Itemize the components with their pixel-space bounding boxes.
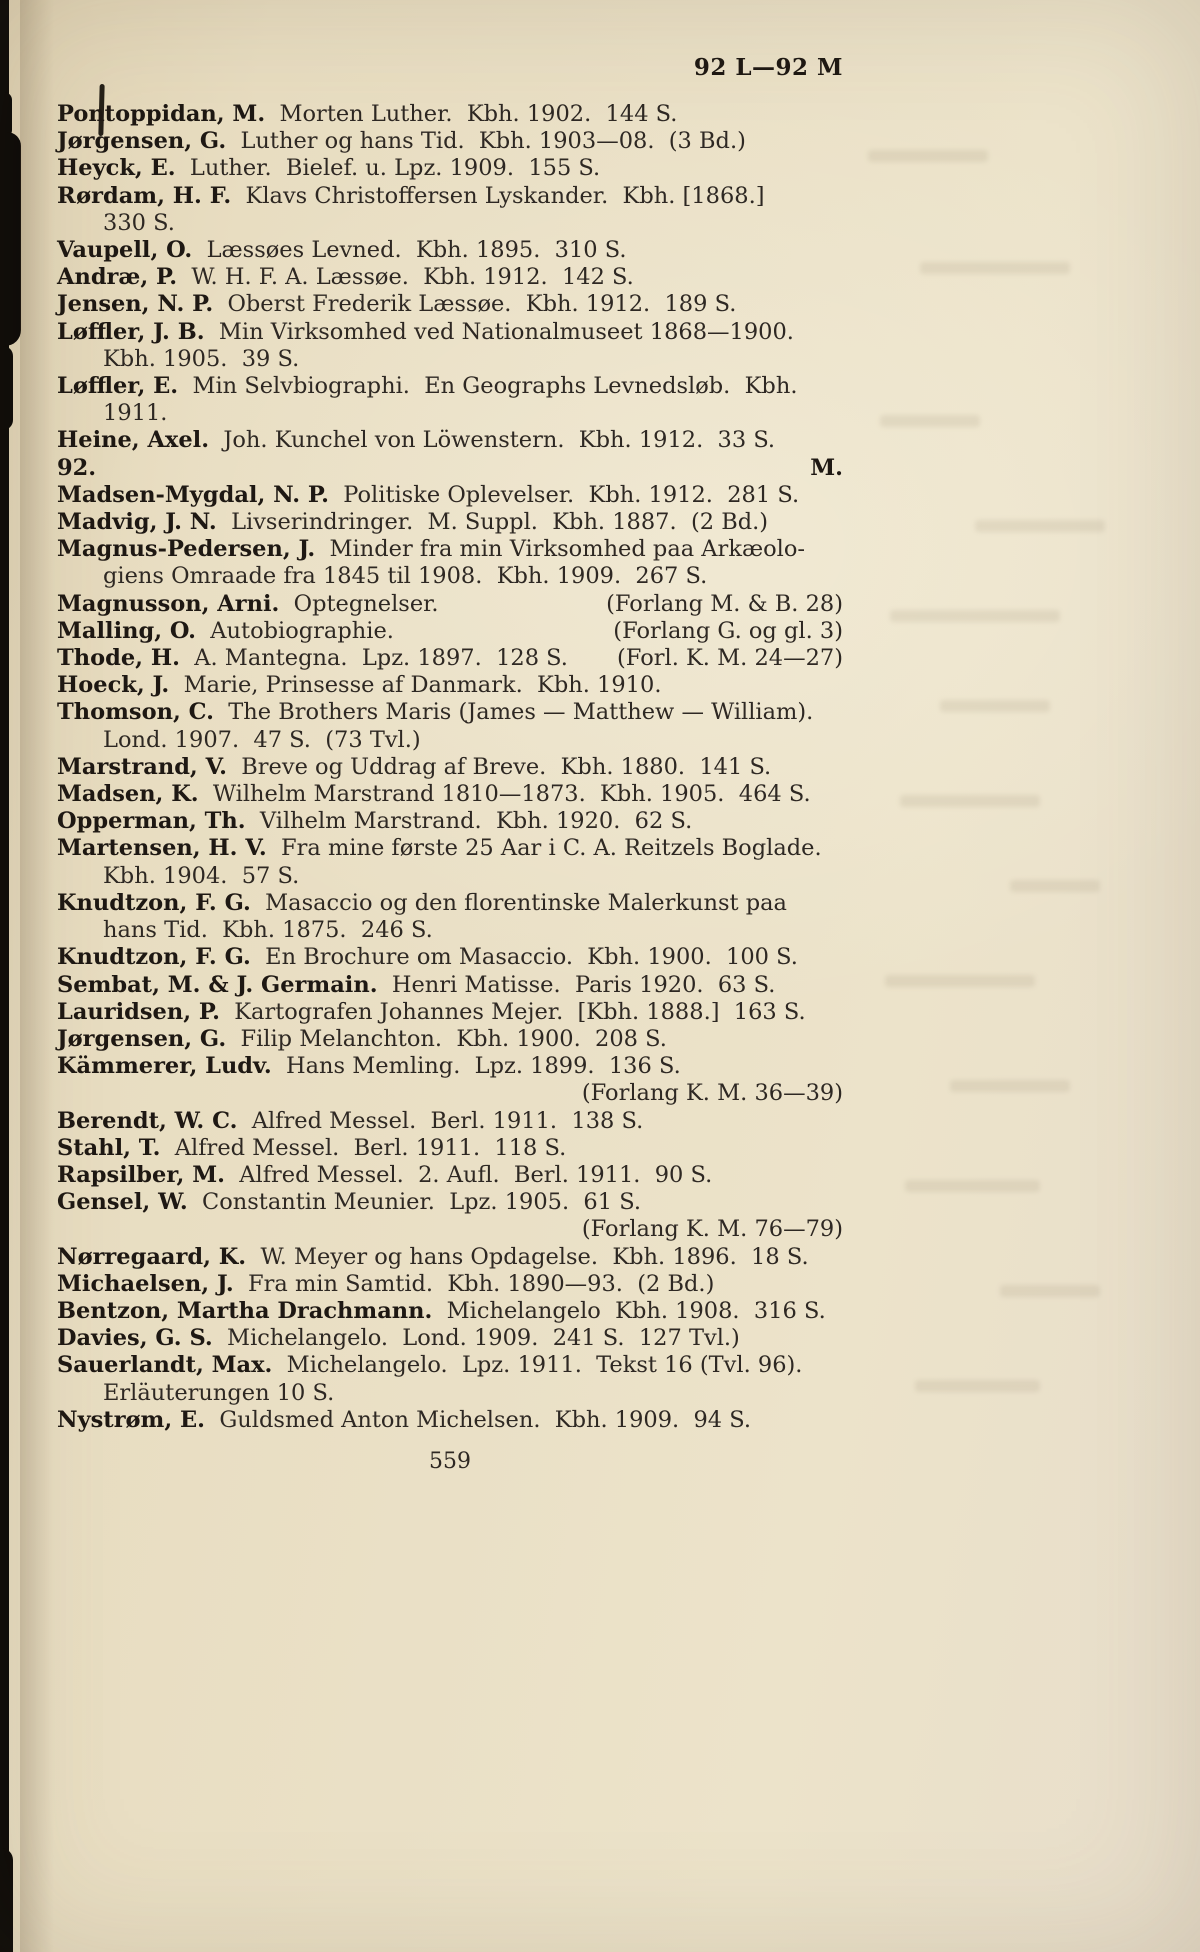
bib-line — [57, 808, 843, 835]
bib-line — [57, 183, 843, 210]
entry-author: Madsen-Mygdal, N. P. — [57, 481, 329, 508]
bib-line-left — [57, 1135, 566, 1162]
bib-line — [57, 373, 843, 400]
bib-line — [57, 835, 843, 862]
entry-text: Guldsmed Anton Michelsen. Kbh. 1909. 94 S. — [205, 1406, 752, 1433]
entry-text: W. H. F. A. Læssøe. Kbh. 1912. 142 S. — [177, 264, 634, 291]
entry-text: Erläuterungen 10 S. — [103, 1379, 335, 1406]
bib-line — [57, 1135, 843, 1162]
bib-line-left — [57, 1271, 714, 1298]
entry-text: giens Omraade fra 1845 til 1908. Kbh. 1909. 267 S. — [103, 563, 708, 590]
bib-line — [57, 944, 843, 971]
bib-line-left — [103, 563, 707, 590]
entry-text: En Brochure om Masaccio. Kbh. 1900. 100 S. — [250, 944, 798, 971]
bib-line-left — [103, 400, 167, 427]
entry-author: Magnus-Pedersen, J. — [57, 536, 316, 563]
entry-text: Constantin Meunier. Lpz. 1905. 61 S. — [187, 1189, 641, 1216]
bib-line-left — [57, 890, 787, 917]
bib-line-left — [57, 781, 811, 808]
bib-line — [57, 699, 843, 726]
entry-author: Madvig, J. N. — [57, 509, 217, 536]
entry-author: Løffler, E. — [57, 373, 179, 400]
bleedthrough-smudge — [885, 975, 1035, 987]
bib-line — [57, 1352, 843, 1379]
bib-line — [57, 1325, 843, 1352]
entry-text: Alfred Messel. Berl. 1911. 138 S. — [237, 1107, 644, 1134]
entry-author: Magnusson, Arni. — [57, 590, 280, 617]
bleedthrough-smudge — [1000, 1285, 1100, 1297]
bib-line — [57, 1189, 843, 1216]
entry-text: Minder fra min Virksomhed paa Arkæolo- — [315, 536, 805, 563]
bib-line — [57, 754, 843, 781]
entry-author: Rapsilber, M. — [57, 1161, 225, 1188]
bib-line-left — [57, 101, 677, 128]
bib-line-left — [103, 1380, 334, 1407]
entry-text: Joh. Kunchel von Löwenstern. Kbh. 1912. 33 S. — [209, 427, 776, 454]
entry-text: Min Selvbiographi. En Geographs Levnedsløb. Kbh. — [178, 373, 798, 400]
bib-line — [57, 1380, 843, 1407]
entry-text: 1911. — [103, 400, 168, 427]
bib-line — [57, 346, 843, 373]
bib-line-left — [57, 155, 600, 182]
entry-text: hans Tid. Kbh. 1875. 246 S. — [103, 917, 433, 944]
bib-line — [57, 1407, 843, 1434]
entry-text: Oberst Frederik Læssøe. Kbh. 1912. 189 S. — [213, 291, 737, 318]
entry-author: Opperman, Th. — [57, 808, 246, 835]
bib-line — [57, 591, 843, 618]
entry-text: Luther og hans Tid. Kbh. 1903—08. (3 Bd.) — [226, 128, 746, 155]
entry-text: Læssøes Levned. Kbh. 1895. 310 S. — [192, 237, 627, 264]
bleedthrough-smudge — [880, 415, 980, 427]
entry-text: Henri Matisse. Paris 1920. 63 S. — [377, 971, 776, 998]
bib-line — [57, 264, 843, 291]
bib-line-left — [57, 1053, 681, 1080]
entry-text: Hans Memling. Lpz. 1899. 136 S. — [271, 1053, 681, 1080]
entry-ref: M. — [810, 454, 843, 481]
bib-line — [57, 618, 843, 645]
entry-ref: (Forl. K. M. 24—27) — [617, 645, 843, 672]
entry-author: Hoeck, J. — [57, 672, 170, 699]
bib-line-left — [103, 863, 299, 890]
entry-author: Knudtzon, F. G. — [57, 944, 251, 971]
entry-text: Michelangelo. Lpz. 1911. Tekst 16 (Tvl. 96). — [272, 1352, 803, 1379]
entry-author: Gensel, W. — [57, 1189, 188, 1216]
bleedthrough-smudge — [868, 150, 988, 162]
bib-line — [57, 482, 843, 509]
bib-line-left — [57, 1162, 712, 1189]
entry-text: Kbh. 1904. 57 S. — [103, 862, 300, 889]
entry-author: Andræ, P. — [57, 264, 178, 291]
scan-edge-blob — [0, 346, 13, 430]
bib-line — [57, 999, 843, 1026]
bib-line — [57, 319, 843, 346]
bleedthrough-smudge — [950, 1080, 1070, 1092]
entry-author: Heine, Axel. — [57, 427, 210, 454]
entry-ref: (Forlang G. og gl. 3) — [613, 617, 843, 644]
bib-line-left — [57, 835, 822, 862]
entry-text: Fra min Samtid. Kbh. 1890—93. (2 Bd.) — [233, 1270, 715, 1297]
entry-author: Løffler, J. B. — [57, 318, 205, 345]
entry-author: Malling, O. — [57, 617, 196, 644]
entry-author: Berendt, W. C. — [57, 1107, 238, 1134]
bib-line-left — [57, 183, 765, 210]
bib-line-left — [57, 128, 746, 155]
bib-line-left — [57, 645, 568, 672]
entry-text: Fra mine første 25 Aar i C. A. Reitzels Boglade. — [266, 835, 822, 862]
text-block — [57, 54, 843, 1475]
entry-author: Nystrøm, E. — [57, 1406, 206, 1433]
page-crease-shadow — [20, 0, 54, 1952]
bib-line-left — [57, 291, 736, 318]
bib-line-left — [57, 1108, 643, 1135]
bib-line-left — [57, 1325, 740, 1352]
entry-text: Kbh. 1905. 39 S. — [103, 345, 300, 372]
bleedthrough-smudge — [900, 795, 1040, 807]
entry-ref: (Forlang M. & B. 28) — [606, 590, 843, 617]
bleedthrough-smudge — [975, 520, 1105, 532]
entry-author: Thomson, C. — [57, 699, 214, 726]
entry-author: Bentzon, Martha Drachmann. — [57, 1297, 433, 1324]
running-header — [57, 54, 843, 81]
entry-author: Lauridsen, P. — [57, 998, 220, 1025]
bib-line-left — [57, 1298, 826, 1325]
bib-line-left — [103, 917, 433, 944]
bib-line-left — [57, 591, 439, 618]
entry-text: Optegnelser. — [279, 590, 439, 617]
entry-text: Masaccio og den florentinske Malerkunst paa — [250, 889, 787, 916]
entry-text: Kartografen Johannes Mejer. [Kbh. 1888.] 163 S. — [219, 998, 806, 1025]
entry-text: Alfred Messel. 2. Aufl. Berl. 1911. 90 S. — [224, 1161, 713, 1188]
bib-line — [57, 427, 843, 454]
bib-line-left — [57, 319, 794, 346]
bib-line — [57, 536, 843, 563]
bib-line-left — [103, 210, 175, 237]
entry-author: Davies, G. S. — [57, 1325, 213, 1352]
bib-line — [57, 917, 843, 944]
entry-text: Luther. Bielef. u. Lpz. 1909. 155 S. — [175, 155, 601, 182]
entry-author: Heyck, E. — [57, 155, 176, 182]
bleedthrough-smudge — [890, 610, 1060, 622]
bib-line — [57, 890, 843, 917]
bib-line — [57, 727, 843, 754]
entry-ref: (Forlang K. M. 76—79) — [581, 1216, 843, 1243]
bib-line-left — [103, 346, 299, 373]
entry-text: 330 S. — [103, 209, 175, 236]
entry-author: Jensen, N. P. — [57, 291, 214, 318]
bib-line-left — [57, 618, 394, 645]
entry-text: Wilhelm Marstrand 1810—1873. Kbh. 1905. 464 S. — [198, 781, 811, 808]
entry-text: Lond. 1907. 47 S. (73 Tvl.) — [103, 726, 421, 753]
bib-line-left — [57, 373, 797, 400]
bib-line-left — [57, 972, 775, 999]
bib-line-left — [57, 536, 805, 563]
entry-text: W. Meyer og hans Opdagelse. Kbh. 1896. 18 S. — [246, 1243, 809, 1270]
bib-line — [57, 155, 843, 182]
entry-text: Politiske Oplevelser. Kbh. 1912. 281 S. — [328, 481, 800, 508]
scan-edge-blob — [0, 1848, 13, 1952]
entry-text: Michelangelo Kbh. 1908. 316 S. — [432, 1297, 826, 1324]
entry-text: Klavs Christoffersen Lyskander. Kbh. [1868.] — [231, 182, 765, 209]
bib-line — [57, 1298, 843, 1325]
entry-author: Stahl, T. — [57, 1134, 161, 1161]
bib-line-left — [57, 999, 806, 1026]
bleedthrough-smudge — [1010, 880, 1100, 892]
bib-line — [57, 672, 843, 699]
bib-line-left — [57, 754, 771, 781]
entry-author: Sembat, M. & J. Germain. — [57, 971, 378, 998]
entry-author: Knudtzon, F. G. — [57, 889, 251, 916]
entry-author: Jørgensen, G. — [57, 1025, 227, 1052]
entry-author: Sauerlandt, Max. — [57, 1352, 273, 1379]
bib-line — [57, 1216, 843, 1243]
bib-line — [57, 1271, 843, 1298]
bibliography-rows — [57, 101, 843, 1434]
entry-text: Livserindringer. M. Suppl. Kbh. 1887. (2 Bd.) — [216, 509, 769, 536]
entry-text: Autobiographie. — [196, 617, 394, 644]
entry-ref: (Forlang K. M. 36—39) — [581, 1080, 843, 1107]
bib-line — [57, 563, 843, 590]
bib-line-left — [57, 509, 768, 536]
bib-line-left — [57, 482, 799, 509]
bib-line — [57, 237, 843, 264]
entry-text: The Brothers Maris (James — Matthew — William). — [213, 699, 814, 726]
bib-line-left — [57, 699, 813, 726]
entry-text: Vilhelm Marstrand. Kbh. 1920. 62 S. — [245, 808, 693, 835]
bib-line — [57, 1244, 843, 1271]
bib-line-left — [57, 237, 627, 264]
running-header-text: 92 L—92 M — [693, 54, 843, 81]
entry-author: Marstrand, V. — [57, 753, 227, 780]
bib-line-left — [57, 808, 692, 835]
bib-line — [57, 101, 843, 128]
bib-line — [57, 1108, 843, 1135]
bib-line-left — [57, 455, 96, 482]
bib-line — [57, 400, 843, 427]
bib-line — [57, 509, 843, 536]
bib-line — [57, 455, 843, 482]
bib-line — [57, 781, 843, 808]
bib-line-left — [57, 672, 661, 699]
entry-author: Michaelsen, J. — [57, 1270, 234, 1297]
entry-author: Vaupell, O. — [57, 237, 193, 264]
entry-author: 92. — [57, 454, 97, 481]
entry-text: Michelangelo. Lond. 1909. 241 S. 127 Tvl.) — [212, 1325, 740, 1352]
entry-text: Breve og Uddrag af Breve. Kbh. 1880. 141 S. — [226, 753, 772, 780]
bib-line-left — [57, 264, 634, 291]
bib-line — [57, 1080, 843, 1107]
bib-line — [57, 1162, 843, 1189]
bib-line — [57, 291, 843, 318]
bib-line-left — [103, 727, 421, 754]
entry-author: Rørdam, H. F. — [57, 182, 232, 209]
page-number: 559 — [429, 1448, 471, 1474]
entry-text: Alfred Messel. Berl. 1911. 118 S. — [160, 1134, 567, 1161]
entry-author: Madsen, K. — [57, 781, 199, 808]
entry-text: A. Mantegna. Lpz. 1897. 128 S. — [179, 645, 568, 672]
bib-line-left — [57, 1352, 802, 1379]
entry-author: Jørgensen, G. — [57, 128, 227, 155]
bib-line-left — [57, 1189, 641, 1216]
bib-line — [57, 1026, 843, 1053]
bib-line — [57, 972, 843, 999]
bib-line-left — [57, 427, 775, 454]
entry-author: Martensen, H. V. — [57, 835, 267, 862]
entry-author: Nørregaard, K. — [57, 1243, 247, 1270]
bib-line-left — [57, 1026, 667, 1053]
bib-line — [57, 1053, 843, 1080]
bib-line-left — [57, 944, 798, 971]
bib-line — [57, 128, 843, 155]
bib-line — [57, 645, 843, 672]
bib-line — [57, 210, 843, 237]
entry-text: Min Virksomhed ved Nationalmuseet 1868—1900. — [204, 318, 794, 345]
entry-author: Pontoppidan, M. — [57, 101, 266, 127]
scan-edge-blob — [0, 132, 21, 346]
entry-text: Filip Melanchton. Kbh. 1900. 208 S. — [226, 1025, 667, 1052]
entry-text: Morten Luther. Kbh. 1902. 144 S. — [265, 101, 678, 127]
bib-line-left — [57, 1407, 751, 1434]
bleedthrough-smudge — [940, 700, 1050, 712]
bib-line — [57, 863, 843, 890]
bib-line-left — [57, 1244, 809, 1271]
bleedthrough-smudge — [905, 1180, 1040, 1192]
entry-author: Thode, H. — [57, 645, 180, 672]
entry-text: Marie, Prinsesse af Danmark. Kbh. 1910. — [169, 672, 662, 699]
bleedthrough-smudge — [915, 1380, 1040, 1392]
entry-author: Kämmerer, Ludv. — [57, 1053, 272, 1080]
bleedthrough-smudge — [920, 262, 1070, 274]
